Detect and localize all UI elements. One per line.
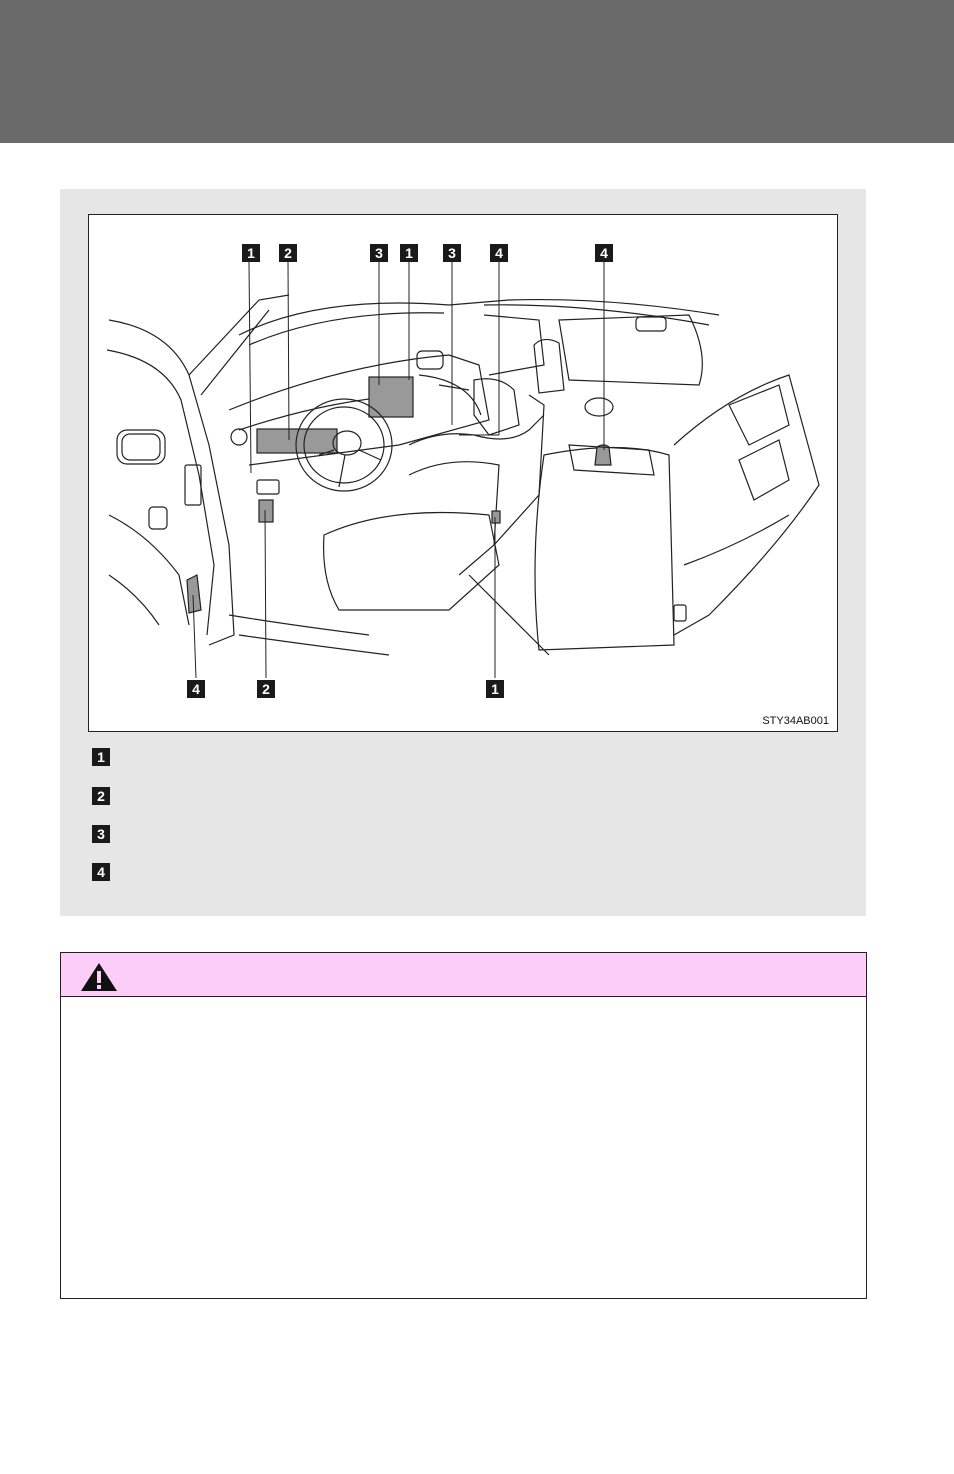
figure-code: STY34AB001 <box>762 715 829 727</box>
callout-4-c: 4 <box>187 680 205 698</box>
airbag-location-figure <box>88 214 838 732</box>
legend-marker-4: 4 <box>92 863 110 881</box>
vehicle-interior-illustration <box>89 215 839 733</box>
callout-1-c: 1 <box>486 680 504 698</box>
header-band <box>0 0 954 143</box>
warning-triangle-icon <box>80 962 118 992</box>
legend-marker-2: 2 <box>92 787 110 805</box>
callout-1-a: 1 <box>242 244 260 262</box>
warning-header <box>61 953 866 997</box>
callout-2-b: 2 <box>257 680 275 698</box>
callout-3-b: 3 <box>443 244 461 262</box>
legend-marker-3: 3 <box>92 825 110 843</box>
callout-1-b: 1 <box>400 244 418 262</box>
warning-box <box>60 952 867 1299</box>
legend-marker-1: 1 <box>92 748 110 766</box>
callout-4-b: 4 <box>595 244 613 262</box>
callout-4-a: 4 <box>490 244 508 262</box>
callout-3-a: 3 <box>370 244 388 262</box>
callout-2-a: 2 <box>279 244 297 262</box>
